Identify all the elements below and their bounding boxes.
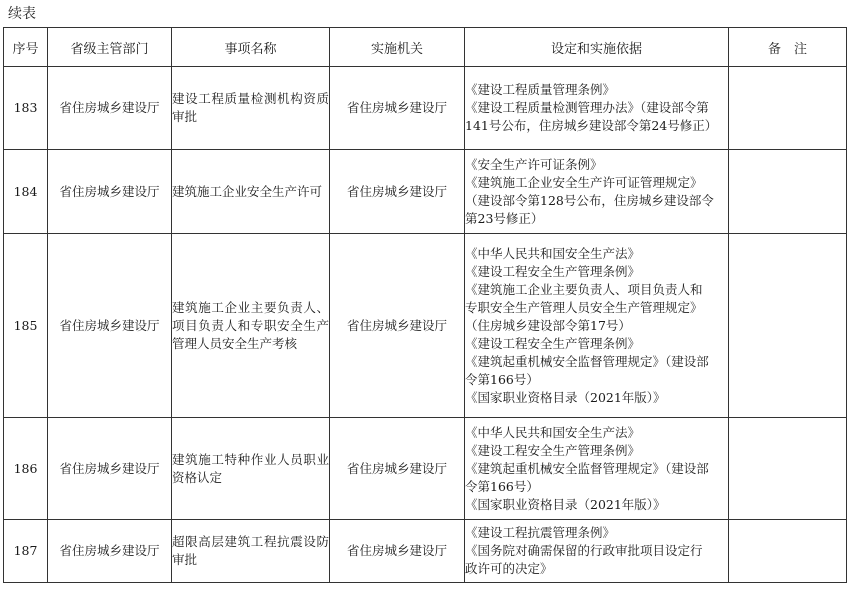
table-row	[4, 520, 847, 583]
basis-line: 《中华人民共和国安全生产法》	[465, 424, 641, 440]
row-basis	[465, 67, 729, 150]
basis-line: 《建筑起重机械安全监督管理规定》（建设部	[465, 353, 709, 369]
row-num: 186	[4, 418, 48, 520]
basis-line: 《建筑起重机械安全监督管理规定》（建设部	[465, 460, 709, 476]
row-remarks	[729, 418, 847, 520]
basis-line: 《建设工程抗震管理条例》	[465, 525, 616, 540]
row-item-name: 建设工程质量检测机构资质审批	[172, 67, 330, 150]
row-item-name: 建筑施工企业安全生产许可	[172, 150, 330, 234]
row-remarks	[729, 150, 847, 234]
table-row	[4, 418, 847, 520]
basis-line: 《建设工程安全生产管理条例》	[465, 335, 641, 351]
row-agency: 省住房城乡建设厅	[330, 67, 465, 150]
row-agency: 省住房城乡建设厅	[330, 418, 465, 520]
row-remarks	[729, 520, 847, 583]
basis-line: 《建设工程安全生产管理条例》	[465, 263, 641, 279]
basis-line: 《国家职业资格目录（2021年版）》	[465, 496, 666, 512]
basis-line: 政许可的决定》	[465, 561, 553, 576]
basis-line: 《建设工程安全生产管理条例》	[465, 442, 641, 458]
row-item-name: 建筑施工特种作业人员职业资格认定	[172, 418, 330, 520]
basis-line: 令第166号）	[465, 478, 539, 494]
row-dept: 省住房城乡建设厅	[48, 67, 172, 150]
basis-line: 《中华人民共和国安全生产法》	[465, 245, 641, 261]
row-basis	[465, 418, 729, 520]
header-agency: 实施机关	[330, 28, 465, 67]
approval-items-table	[3, 27, 847, 583]
basis-line: 《国务院对确需保留的行政审批项目设定行	[465, 543, 703, 558]
table-row	[4, 234, 847, 418]
basis-line: （住房城乡建设部令第17号）	[465, 317, 631, 333]
row-remarks	[729, 67, 847, 150]
table-row	[4, 67, 847, 150]
row-dept: 省住房城乡建设厅	[48, 150, 172, 234]
row-basis	[465, 150, 729, 234]
row-dept: 省住房城乡建设厅	[48, 520, 172, 583]
row-num: 185	[4, 234, 48, 418]
basis-line: （建设部令第128号公布，住房城乡建设部令	[465, 192, 714, 208]
row-agency: 省住房城乡建设厅	[330, 520, 465, 583]
row-item-name: 建筑施工企业主要负责人、项目负责人和专职安全生产管理人员安全生产考核	[172, 234, 330, 418]
basis-line: 《国家职业资格目录（2021年版）》	[465, 389, 666, 405]
basis-line: 第23号修正）	[465, 210, 544, 226]
basis-line: 《建筑施工企业主要负责人、项目负责人和	[465, 281, 703, 297]
basis-line: 令第166号）	[465, 371, 539, 387]
row-dept: 省住房城乡建设厅	[48, 418, 172, 520]
row-num: 187	[4, 520, 48, 583]
row-dept: 省住房城乡建设厅	[48, 234, 172, 418]
row-num: 184	[4, 150, 48, 234]
basis-line: 《建筑施工企业安全生产许可证管理规定》	[465, 174, 703, 190]
row-item-name: 超限高层建筑工程抗震设防审批	[172, 520, 330, 583]
basis-line: 专职安全生产管理人员安全生产管理规定》	[465, 299, 703, 315]
table-row	[4, 150, 847, 234]
header-remarks: 备 注	[729, 28, 847, 67]
header-name: 事项名称	[172, 28, 330, 67]
header-basis: 设定和实施依据	[465, 28, 729, 67]
row-basis	[465, 234, 729, 418]
continued-table-label: 续表	[8, 6, 36, 22]
basis-line: 《建设工程质量检测管理办法》（建设部令第	[465, 100, 709, 115]
row-remarks	[729, 234, 847, 418]
row-basis	[465, 520, 729, 583]
table-header-row	[4, 28, 847, 67]
row-agency: 省住房城乡建设厅	[330, 234, 465, 418]
basis-line: 141号公布，住房城乡建设部令第24号修正）	[465, 118, 718, 133]
header-num: 序号	[4, 28, 48, 67]
header-dept: 省级主管部门	[48, 28, 172, 67]
basis-line: 《安全生产许可证条例》	[465, 156, 603, 172]
row-agency: 省住房城乡建设厅	[330, 150, 465, 234]
basis-line: 《建设工程质量管理条例》	[465, 82, 616, 97]
row-num: 183	[4, 67, 48, 150]
